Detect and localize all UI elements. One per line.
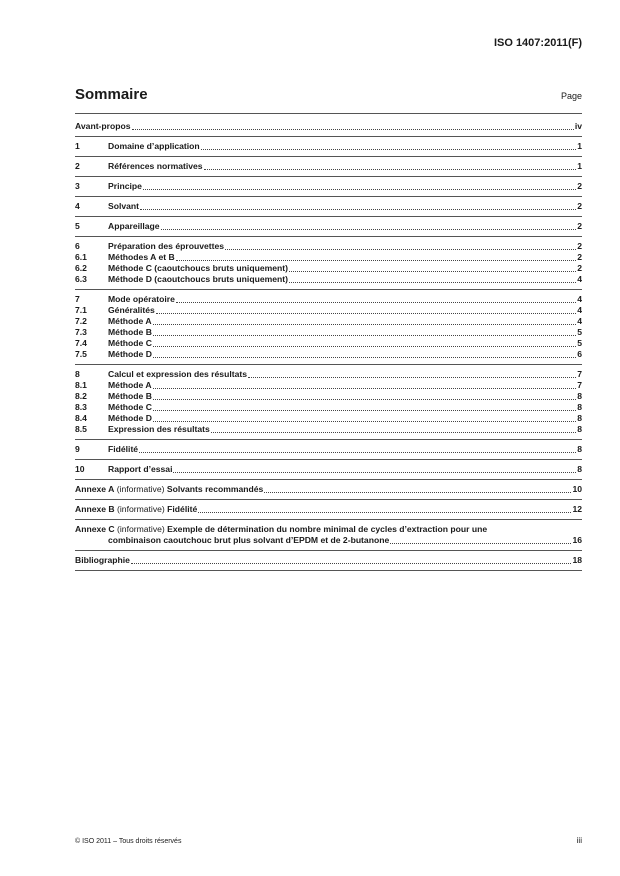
- toc-entry[interactable]: [75, 201, 582, 212]
- dot-leader: [248, 377, 576, 378]
- annex-label: Annexe C: [75, 524, 115, 534]
- toc-entry-label: Généralités: [108, 305, 155, 315]
- page-column-label: Page: [560, 91, 582, 101]
- toc-group: [75, 117, 582, 137]
- toc-entry[interactable]: [75, 369, 582, 380]
- toc-entry-number: 7.2: [75, 316, 87, 326]
- annex-title: Solvants recommandés: [166, 484, 264, 494]
- dot-leader: [225, 249, 576, 250]
- toc-entry-page: 2: [577, 201, 582, 211]
- dot-leader: [153, 421, 576, 422]
- toc-entry-label: Rapport d’essai: [108, 464, 173, 474]
- dot-leader: [153, 324, 577, 325]
- toc-entry-label: Avant-propos: [75, 121, 131, 131]
- dot-leader: [289, 282, 576, 283]
- toc-group: [75, 217, 582, 237]
- toc-group: [75, 440, 582, 460]
- toc-entry[interactable]: [75, 121, 582, 132]
- toc-entry[interactable]: [75, 464, 582, 475]
- toc-entry[interactable]: [75, 294, 582, 305]
- dot-leader: [173, 472, 576, 473]
- dot-leader: [153, 346, 576, 347]
- toc-entry-number: 5: [75, 221, 80, 231]
- toc-entry[interactable]: [75, 327, 582, 338]
- toc-entry-number: 8.4: [75, 413, 87, 423]
- dot-leader: [201, 149, 577, 150]
- toc-entry-label: Méthode A: [108, 316, 152, 326]
- toc-group: [75, 480, 582, 500]
- toc-entry-label: Méthodes A et B: [108, 252, 175, 262]
- toc-entry-label: [75, 504, 197, 515]
- dot-leader: [161, 229, 577, 230]
- toc-entry-page: 7: [577, 380, 582, 390]
- toc-entry-label: Méthode C: [108, 338, 152, 348]
- toc-group: [75, 197, 582, 217]
- toc-entry-page: 8: [577, 464, 582, 474]
- toc-entry[interactable]: [75, 484, 582, 495]
- table-of-contents: [75, 117, 582, 571]
- annex-title: Exemple de détermination du nombre minimal de cycles d’extraction pour une: [167, 524, 488, 534]
- toc-entry-label: Préparation des éprouvettes: [108, 241, 225, 251]
- toc-entry[interactable]: [75, 444, 582, 455]
- dot-leader: [153, 357, 576, 358]
- toc-entry-number: 3: [75, 181, 80, 191]
- toc-group: [75, 500, 582, 520]
- toc-entry[interactable]: [75, 555, 582, 566]
- dot-leader: [176, 260, 577, 261]
- toc-entry-number: 7.1: [75, 305, 87, 315]
- toc-entry-number: 8.5: [75, 424, 87, 434]
- toc-group: [75, 551, 582, 571]
- dot-leader: [132, 129, 574, 130]
- toc-title: Sommaire: [75, 86, 148, 103]
- toc-entry-number: 6: [75, 241, 80, 251]
- dot-leader: [140, 209, 576, 210]
- toc-entry-label: Domaine d’application: [108, 141, 200, 151]
- toc-top-rule: [75, 113, 582, 114]
- toc-entry-page: 5: [577, 338, 582, 348]
- annex-type: (informative): [114, 524, 168, 534]
- toc-entry-page: 8: [577, 391, 582, 401]
- toc-entry-label: Méthode A: [108, 380, 152, 390]
- toc-entry-label: Méthode B: [108, 391, 152, 401]
- dot-leader: [153, 388, 577, 389]
- toc-entry-label: Méthode D: [108, 413, 152, 423]
- toc-entry-page: 2: [577, 252, 582, 262]
- toc-entry-number: 7: [75, 294, 80, 304]
- toc-entry[interactable]: [75, 305, 582, 316]
- toc-entry-page: 10: [572, 484, 582, 494]
- toc-entry-label: Méthode B: [108, 327, 152, 337]
- toc-entry[interactable]: [75, 402, 582, 413]
- toc-group: [75, 520, 582, 551]
- toc-entry-label: Expression des résultats: [108, 424, 210, 434]
- annex-type: (informative): [114, 504, 168, 514]
- toc-entry[interactable]: [75, 391, 582, 402]
- toc-entry-label: [75, 524, 487, 535]
- dot-leader: [176, 302, 576, 303]
- toc-entry-number: 8: [75, 369, 80, 379]
- toc-entry[interactable]: [75, 161, 582, 172]
- toc-entry[interactable]: [75, 424, 582, 435]
- page-number: iii: [576, 836, 582, 845]
- dot-leader: [198, 512, 571, 513]
- toc-entry-page: 4: [577, 305, 582, 315]
- toc-entry-label: Principe: [108, 181, 142, 191]
- toc-entry-label: Méthode C: [108, 402, 152, 412]
- toc-entry-page: 2: [577, 181, 582, 191]
- dot-leader: [153, 410, 576, 411]
- toc-entry[interactable]: [75, 380, 582, 391]
- toc-entry-page: 6: [577, 349, 582, 359]
- annex-label: Annexe B: [75, 504, 115, 514]
- dot-leader: [390, 543, 571, 544]
- toc-group: [75, 460, 582, 480]
- toc-entry-page: 4: [577, 294, 582, 304]
- toc-entry-page: 5: [577, 327, 582, 337]
- toc-entry-number: 9: [75, 444, 80, 454]
- toc-entry-label: Appareillage: [108, 221, 160, 231]
- toc-entry-page: 4: [577, 274, 582, 284]
- toc-entry-number: 8.1: [75, 380, 87, 390]
- copyright-notice: © ISO 2011 – Tous droits réservés: [75, 838, 182, 845]
- toc-entry-page: 1: [577, 161, 582, 171]
- toc-entry[interactable]: [75, 349, 582, 360]
- toc-entry-page: 8: [577, 402, 582, 412]
- toc-entry-number: 8.3: [75, 402, 87, 412]
- toc-group: [75, 365, 582, 440]
- toc-entry-number: 6.1: [75, 252, 87, 262]
- toc-entry-label: Fidélité: [108, 444, 139, 454]
- toc-entry[interactable]: [75, 338, 582, 349]
- dot-leader: [131, 563, 572, 564]
- toc-entry-page: 16: [572, 535, 582, 545]
- toc-entry[interactable]: [75, 252, 582, 263]
- toc-entry-number: 8.2: [75, 391, 87, 401]
- dot-leader: [139, 452, 576, 453]
- toc-entry-page: 2: [577, 241, 582, 251]
- toc-entry-number: 6.2: [75, 263, 87, 273]
- toc-entry-page: 8: [577, 444, 582, 454]
- toc-entry-page: 18: [572, 555, 582, 565]
- toc-entry-number: 7.3: [75, 327, 87, 337]
- toc-entry-page: 1: [577, 141, 582, 151]
- toc-group: [75, 137, 582, 157]
- toc-entry[interactable]: [75, 524, 582, 535]
- toc-entry-label: [75, 484, 263, 495]
- toc-entry-label: Méthode D (caoutchoucs bruts uniquement): [108, 274, 288, 284]
- toc-group: [75, 290, 582, 365]
- toc-entry[interactable]: [75, 316, 582, 327]
- dot-leader: [153, 399, 576, 400]
- toc-entry-page: 8: [577, 413, 582, 423]
- toc-entry-page: 12: [572, 504, 582, 514]
- toc-entry-label: Méthode D: [108, 349, 152, 359]
- toc-entry-label: Bibliographie: [75, 555, 130, 565]
- dot-leader: [264, 492, 571, 493]
- toc-entry-label: Références normatives: [108, 161, 203, 171]
- dot-leader: [153, 335, 576, 336]
- toc-entry[interactable]: [75, 413, 582, 424]
- toc-entry-page: 2: [577, 221, 582, 231]
- annex-title: Fidélité: [167, 504, 198, 514]
- toc-entry-label: Solvant: [108, 201, 140, 211]
- toc-entry[interactable]: [75, 535, 582, 546]
- annex-type: (informative): [114, 484, 167, 494]
- toc-entry-number: 7.4: [75, 338, 87, 348]
- toc-entry-number: 1: [75, 141, 80, 151]
- toc-entry-label: combinaison caoutchouc brut plus solvant d’EPDM et de 2-butanone: [108, 535, 390, 545]
- toc-entry[interactable]: [75, 141, 582, 152]
- dot-leader: [156, 313, 576, 314]
- dot-leader: [211, 432, 576, 433]
- toc-entry-page: 2: [577, 263, 582, 273]
- toc-entry[interactable]: [75, 221, 582, 232]
- dot-leader: [143, 189, 576, 190]
- toc-group: [75, 177, 582, 197]
- toc-entry-number: 10: [75, 464, 85, 474]
- toc-entry-number: 2: [75, 161, 80, 171]
- document-id: ISO 1407:2011(F): [493, 37, 582, 49]
- toc-entry-page: 7: [577, 369, 582, 379]
- toc-entry-page: 4: [577, 316, 582, 326]
- toc-entry-label: Méthode C (caoutchoucs bruts uniquement): [108, 263, 288, 273]
- annex-label: Annexe A: [75, 484, 115, 494]
- toc-entry-page: 8: [577, 424, 582, 434]
- toc-entry[interactable]: [75, 181, 582, 192]
- toc-entry-label: Calcul et expression des résultats: [108, 369, 247, 379]
- dot-leader: [204, 169, 577, 170]
- toc-entry[interactable]: [75, 241, 582, 252]
- toc-entry[interactable]: [75, 504, 582, 515]
- toc-group: [75, 237, 582, 290]
- toc-entry-number: 4: [75, 201, 80, 211]
- toc-entry[interactable]: [75, 274, 582, 285]
- toc-entry-page: iv: [574, 121, 582, 131]
- toc-group: [75, 157, 582, 177]
- toc-entry-number: 6.3: [75, 274, 87, 284]
- toc-entry[interactable]: [75, 263, 582, 274]
- toc-entry-number: 7.5: [75, 349, 87, 359]
- dot-leader: [289, 271, 576, 272]
- toc-entry-label: Mode opératoire: [108, 294, 175, 304]
